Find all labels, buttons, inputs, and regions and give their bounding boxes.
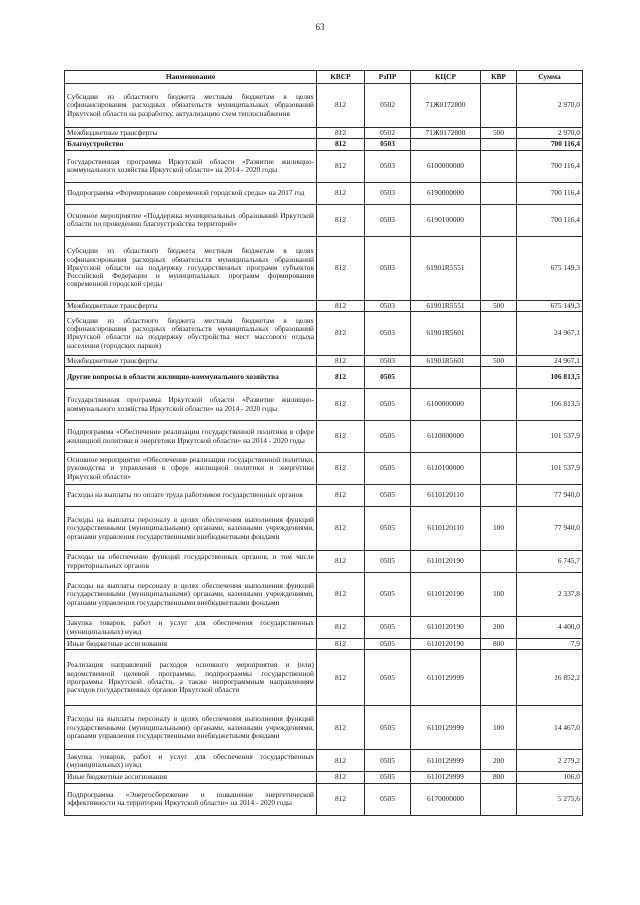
table-row (65, 139, 583, 150)
cell-kvsr: 812 (317, 84, 365, 128)
cell-rzpr: 0505 (365, 485, 411, 507)
cell-kvr: 100 (481, 573, 517, 617)
cell-kcsr: 6110120190 (411, 639, 481, 650)
table-row (65, 573, 583, 617)
table-row (65, 311, 583, 355)
cell-name: Межбюджетные трансферты (65, 300, 317, 311)
cell-kvsr: 812 (317, 128, 365, 139)
cell-kvsr: 812 (317, 551, 365, 573)
cell-sum: 2 279,2 (517, 750, 583, 772)
cell-kcsr: 61901R5601 (411, 311, 481, 355)
table-row (65, 706, 583, 750)
cell-kcsr (411, 139, 481, 150)
cell-kvsr: 812 (317, 772, 365, 783)
cell-sum: 2 970,0 (517, 128, 583, 139)
cell-kcsr: 6110120190 (411, 573, 481, 617)
cell-rzpr: 0502 (365, 84, 411, 128)
cell-kcsr: 6190000000 (411, 182, 481, 204)
cell-kcsr: 71Ж0172800 (411, 128, 481, 139)
cell-kcsr: 6190100000 (411, 204, 481, 236)
cell-kvsr: 812 (317, 355, 365, 366)
cell-rzpr: 0503 (365, 204, 411, 236)
cell-kvsr: 812 (317, 300, 365, 311)
table-row (65, 84, 583, 128)
cell-kvsr: 812 (317, 311, 365, 355)
column-header-kcsr: КЦСР (411, 71, 481, 84)
cell-name: Другие вопросы в области жилищно-коммунального хозяйства (65, 367, 317, 389)
cell-rzpr: 0505 (365, 551, 411, 573)
cell-sum: 2 337,8 (517, 573, 583, 617)
cell-name: Иные бюджетные ассигнования (65, 639, 317, 650)
cell-sum: 101 537,9 (517, 421, 583, 453)
cell-sum: 700 116,4 (517, 139, 583, 150)
budget-table (64, 70, 583, 816)
cell-kvsr: 812 (317, 182, 365, 204)
cell-kvsr: 812 (317, 421, 365, 453)
table-row (65, 236, 583, 300)
column-header-kvsr: КВСР (317, 71, 365, 84)
cell-kcsr: 6110120110 (411, 485, 481, 507)
cell-kcsr: 71Ж0172800 (411, 84, 481, 128)
cell-kvr: 500 (481, 355, 517, 366)
cell-kvsr: 812 (317, 204, 365, 236)
cell-kcsr: 61901R5551 (411, 300, 481, 311)
cell-kvr (481, 389, 517, 421)
cell-kvr (481, 150, 517, 182)
cell-sum: 2 970,0 (517, 84, 583, 128)
cell-kvr (481, 311, 517, 355)
cell-name: Подпрограмма «Формирование современной городской среды» на 2017 год (65, 182, 317, 204)
cell-kvsr: 812 (317, 573, 365, 617)
cell-name: Расходы на выплаты персоналу в целях обеспечения выполнения функций государственными (муниципальными) органами, казенными учреждениями, органами управления государственными внебюджетными фондами (65, 507, 317, 551)
cell-rzpr: 0505 (365, 783, 411, 815)
cell-rzpr: 0503 (365, 236, 411, 300)
table-row (65, 639, 583, 650)
cell-rzpr: 0503 (365, 182, 411, 204)
cell-name: Субсидии из областного бюджета местным бюджетам в целях софинансирования расходных обязательств муниципальных образований Иркутской области на поддержку обустройства мест массового отдыха населения (городских парков) (65, 311, 317, 355)
cell-name: Благоустройство (65, 139, 317, 150)
cell-sum: 4 400,0 (517, 617, 583, 639)
cell-rzpr: 0503 (365, 311, 411, 355)
cell-name: Расходы на обеспечение функций государственных органов, в том числе территориальных органов (65, 551, 317, 573)
cell-name: Расходы на выплаты по оплате труда работников государственных органов (65, 485, 317, 507)
cell-rzpr: 0505 (365, 421, 411, 453)
cell-kvr (481, 783, 517, 815)
table-row (65, 367, 583, 389)
cell-name: Основное мероприятие «Поддержка муниципальных образований Иркутской области по проведению благоустройства территорий» (65, 204, 317, 236)
cell-rzpr: 0505 (365, 367, 411, 389)
cell-kvsr: 812 (317, 236, 365, 300)
table-row (65, 421, 583, 453)
cell-name: Реализация направлений расходов основного мероприятия и (или) ведомственной целевой программы, подпрограммы государственной программы Иркутской области, а также непрограммным направлениям расходов государственных органов Иркутской области (65, 650, 317, 706)
table-row (65, 150, 583, 182)
column-header-name: Наименование (65, 71, 317, 84)
table-row (65, 355, 583, 366)
cell-kvsr: 812 (317, 650, 365, 706)
cell-kvr: 200 (481, 750, 517, 772)
cell-sum: 7,9 (517, 639, 583, 650)
cell-name: Субсидии из областного бюджета местным бюджетам в целях софинансирования расходных обязательств муниципальных образований Иркутской области на разработку, актуализацию схем теплоснабжения (65, 84, 317, 128)
cell-sum: 106 813,5 (517, 389, 583, 421)
cell-rzpr: 0505 (365, 453, 411, 485)
cell-kcsr: 6110129999 (411, 750, 481, 772)
cell-kvr (481, 453, 517, 485)
table-row (65, 750, 583, 772)
cell-kvr: 500 (481, 300, 517, 311)
cell-kcsr: 6110120190 (411, 617, 481, 639)
cell-sum: 77 940,0 (517, 485, 583, 507)
cell-sum: 700 116,4 (517, 182, 583, 204)
table-row (65, 300, 583, 311)
cell-kvr (481, 236, 517, 300)
column-header-rzpr: РзПР (365, 71, 411, 84)
cell-kcsr: 6170000000 (411, 783, 481, 815)
cell-kcsr: 6110100000 (411, 453, 481, 485)
cell-rzpr: 0505 (365, 639, 411, 650)
cell-sum: 5 275,6 (517, 783, 583, 815)
table-row (65, 204, 583, 236)
cell-rzpr: 0505 (365, 750, 411, 772)
table-row (65, 389, 583, 421)
cell-kvr (481, 485, 517, 507)
cell-kcsr: 61901R5601 (411, 355, 481, 366)
cell-rzpr: 0503 (365, 300, 411, 311)
cell-kvsr: 812 (317, 367, 365, 389)
cell-kcsr: 6110129999 (411, 706, 481, 750)
cell-name: Межбюджетные трансферты (65, 128, 317, 139)
cell-rzpr: 0503 (365, 150, 411, 182)
cell-kvsr: 812 (317, 389, 365, 421)
cell-kvr: 100 (481, 706, 517, 750)
cell-kcsr: 61901R5551 (411, 236, 481, 300)
cell-kvr (481, 84, 517, 128)
cell-sum: 101 537,9 (517, 453, 583, 485)
cell-kvsr: 812 (317, 139, 365, 150)
cell-kvr: 200 (481, 617, 517, 639)
cell-sum: 24 967,1 (517, 311, 583, 355)
table-row (65, 485, 583, 507)
column-header-sum: Сумма (517, 71, 583, 84)
cell-rzpr: 0505 (365, 389, 411, 421)
cell-name: Расходы на выплаты персоналу в целях обеспечения выполнения функций государственными (муниципальными) органами, казенными учреждениями, органами управления государственными внебюджетными фондами (65, 706, 317, 750)
cell-rzpr: 0505 (365, 772, 411, 783)
cell-sum: 77 940,0 (517, 507, 583, 551)
table-row (65, 617, 583, 639)
cell-kvr (481, 139, 517, 150)
cell-rzpr: 0503 (365, 355, 411, 366)
cell-kvsr: 812 (317, 617, 365, 639)
cell-kvr (481, 650, 517, 706)
cell-sum: 106 813,5 (517, 367, 583, 389)
cell-rzpr: 0505 (365, 573, 411, 617)
cell-sum: 6 745,7 (517, 551, 583, 573)
cell-sum: 700 116,4 (517, 204, 583, 236)
cell-rzpr: 0505 (365, 650, 411, 706)
cell-name: Подпрограмма «Энергосбережение и повышение энергетической эффективности на территории Иркутской области» на 2014 - 2020 годы (65, 783, 317, 815)
table-header-row (65, 71, 583, 84)
table-row (65, 650, 583, 706)
table-row (65, 783, 583, 815)
cell-kvsr: 812 (317, 485, 365, 507)
cell-kvr (481, 551, 517, 573)
cell-kcsr: 6110129999 (411, 772, 481, 783)
cell-kcsr: 6100000000 (411, 389, 481, 421)
cell-kcsr: 6110120110 (411, 507, 481, 551)
cell-rzpr: 0505 (365, 617, 411, 639)
table-row (65, 551, 583, 573)
cell-name: Субсидии из областного бюджета местным бюджетам в целях софинансирования расходных обязательств муниципальных образований Иркутской области на поддержку государственных программ субъектов Российской Федерации и муниципальных программ формирования современной городской среды (65, 236, 317, 300)
cell-name: Расходы на выплаты персоналу в целях обеспечения выполнения функций государственными (муниципальными) органами, казенными учреждениями, органами управления государственными внебюджетными фондами (65, 573, 317, 617)
cell-name: Иные бюджетные ассигнования (65, 772, 317, 783)
cell-kvr: 800 (481, 639, 517, 650)
cell-name: Государственная программа Иркутской области «Развитие жилищно-коммунального хозяйства Иркутской области» на 2014 - 2020 годы (65, 389, 317, 421)
cell-kvr (481, 204, 517, 236)
cell-name: Основное мероприятие «Обеспечение реализации государственной политики, руководства и управления в сфере жилищной политики и энергетики Иркутской области» (65, 453, 317, 485)
cell-kcsr: 6110120190 (411, 551, 481, 573)
page-number: 63 (315, 22, 325, 32)
cell-kvsr: 812 (317, 150, 365, 182)
table-row (65, 128, 583, 139)
cell-rzpr: 0502 (365, 128, 411, 139)
table-row (65, 453, 583, 485)
table-row (65, 507, 583, 551)
cell-rzpr: 0503 (365, 139, 411, 150)
cell-kcsr (411, 367, 481, 389)
cell-name: Закупка товаров, работ и услуг для обеспечения государственных (муниципальных) нужд (65, 617, 317, 639)
cell-name: Закупка товаров, работ и услуг для обеспечения государственных (муниципальных) нужд (65, 750, 317, 772)
cell-kvr: 100 (481, 507, 517, 551)
cell-name: Подпрограмма «Обеспечение реализации государственной политики в сфере жилищной политики и энергетики Иркутской области» на 2014 - 2020 годы (65, 421, 317, 453)
table-row (65, 772, 583, 783)
cell-kcsr: 6100000000 (411, 150, 481, 182)
table-row (65, 182, 583, 204)
cell-sum: 675 149,3 (517, 300, 583, 311)
cell-kvr (481, 421, 517, 453)
cell-kvsr: 812 (317, 639, 365, 650)
cell-rzpr: 0505 (365, 706, 411, 750)
cell-kcsr: 6110129999 (411, 650, 481, 706)
cell-name: Государственная программа Иркутской области «Развитие жилищно-коммунального хозяйства Иркутской области» на 2014 - 2020 годы (65, 150, 317, 182)
cell-kvsr: 812 (317, 706, 365, 750)
cell-sum: 16 852,2 (517, 650, 583, 706)
cell-sum: 106,0 (517, 772, 583, 783)
cell-rzpr: 0505 (365, 507, 411, 551)
cell-kvsr: 812 (317, 507, 365, 551)
cell-kvr (481, 367, 517, 389)
cell-kvsr: 812 (317, 750, 365, 772)
cell-kvr (481, 182, 517, 204)
cell-sum: 675 149,3 (517, 236, 583, 300)
column-header-kvr: КВР (481, 71, 517, 84)
cell-sum: 700 116,4 (517, 150, 583, 182)
cell-kvr: 500 (481, 128, 517, 139)
cell-kvr: 800 (481, 772, 517, 783)
cell-kvsr: 812 (317, 453, 365, 485)
cell-sum: 24 967,1 (517, 355, 583, 366)
cell-sum: 14 467,0 (517, 706, 583, 750)
cell-kcsr: 6110000000 (411, 421, 481, 453)
cell-kvsr: 812 (317, 783, 365, 815)
cell-name: Межбюджетные трансферты (65, 355, 317, 366)
